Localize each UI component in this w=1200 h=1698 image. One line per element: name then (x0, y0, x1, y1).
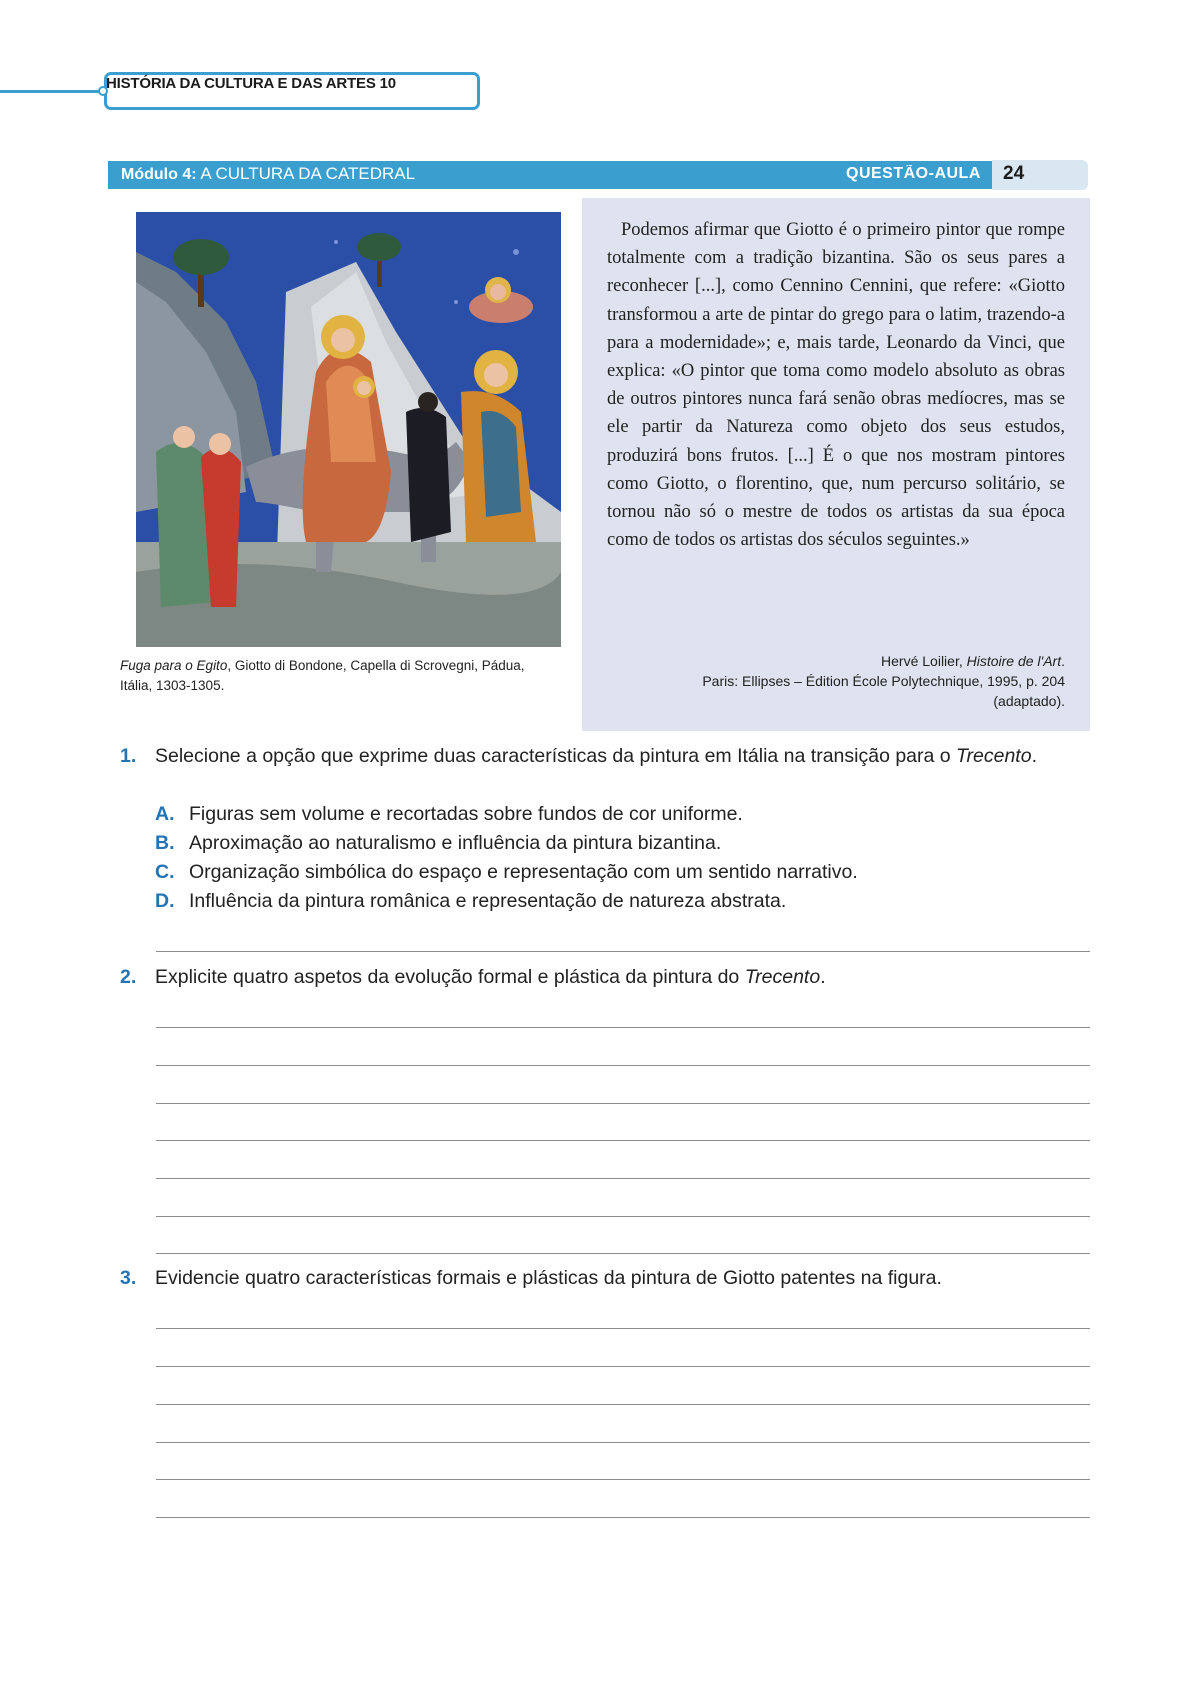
option-b-letter: B. (155, 832, 175, 854)
question-1-number: 1. (120, 745, 137, 767)
answer-line[interactable] (156, 1216, 1090, 1217)
answer-line[interactable] (156, 1442, 1090, 1443)
option-a-text: Figuras sem volume e recortadas sobre fundos de cor uniforme. (189, 803, 743, 825)
painting-servant (406, 408, 451, 542)
question-2 (120, 963, 1080, 992)
quote-author: Hervé Loilier, (881, 653, 967, 669)
answer-line[interactable] (156, 1103, 1090, 1104)
option-d[interactable] (155, 887, 1075, 916)
answer-line[interactable] (156, 1404, 1090, 1405)
quote-source (607, 651, 1065, 711)
answer-line[interactable] (156, 1366, 1090, 1367)
quote-author-line: Hervé Loilier, Histoire de l'Art. (881, 653, 1065, 669)
option-b[interactable] (155, 829, 1075, 858)
option-d-letter: D. (155, 890, 175, 912)
answer-line[interactable] (156, 1178, 1090, 1179)
option-d-text: Influência da pintura românica e representação de natureza abstrata. (189, 890, 787, 912)
figure-caption (120, 656, 560, 696)
question-1 (120, 742, 1080, 771)
painting-tree-left (173, 239, 229, 275)
quote-book-title: Histoire de l'Art (966, 653, 1062, 669)
answer-line[interactable] (156, 1517, 1090, 1518)
painting-image (136, 212, 561, 647)
quote-publisher: Paris: Ellipses – Édition École Polytechnique, 1995, p. 204 (702, 673, 1065, 689)
question-2-text: Explicite quatro aspetos da evolução formal e plástica da pintura do Trecento. (155, 966, 826, 988)
question-3-text: Evidencie quatro características formais e plásticas da pintura de Giotto patentes na figura. (155, 1267, 942, 1289)
option-b-text: Aproximação ao naturalismo e influência da pintura bizantina. (189, 832, 722, 854)
option-a-letter: A. (155, 803, 175, 825)
option-a[interactable] (155, 800, 1075, 829)
questao-aula-number: 24 (1003, 163, 1025, 184)
option-c[interactable] (155, 858, 1075, 887)
book-title: HISTÓRIA DA CULTURA E DAS ARTES 10 (106, 75, 396, 92)
painting-tree-right (357, 233, 401, 261)
answer-line[interactable] (156, 1253, 1090, 1254)
header-connector-line (0, 90, 104, 93)
option-c-text: Organização simbólica do espaço e representação com um sentido narrativo. (189, 861, 858, 883)
quote-adapted-note: (adaptado). (993, 693, 1065, 709)
answer-line[interactable] (156, 1479, 1090, 1480)
quote-text: Podemos afirmar que Giotto é o primeiro pintor que rompe totalmente com a tradição bizantina. São os seus pares a reconhecer [...], como Cennino Cennini, que refere: «Giotto transformou a arte de pintar do grego para o latim, trazendo-a para a modernidade»; e, mais tarde, Leonardo da Vinci, que explica: «O pintor que toma como modelo absoluto as obras de outros pintores nunca fará senão obras medíocres, mas se ele partir da Natureza como objeto dos seus estudos, produzirá bons frutos. [...] É o que nos mostram pintores como Giotto, o florentino, que, num percurso solitário, se tornou não só o mestre de todos os artistas da sua época como de todos os artistas dos séculos seguintes.» (607, 220, 1065, 551)
option-c-letter: C. (155, 861, 175, 883)
caption-details: , Giotto di Bondone, Capella di Scrovegni, Pádua, Itália, 1303-1305. (120, 658, 525, 693)
question-2-number: 2. (120, 966, 137, 988)
answer-line[interactable] (156, 1065, 1090, 1066)
caption-title: Fuga para o Egito (120, 658, 228, 673)
module-number: Módulo 4: (121, 166, 197, 183)
answer-line[interactable] (156, 1027, 1090, 1028)
painting-illustration (136, 212, 561, 647)
answer-line[interactable] (156, 951, 1090, 952)
answer-line[interactable] (156, 1328, 1090, 1329)
questao-aula-label: QUESTÃO-AULA (846, 165, 981, 182)
question-3 (120, 1264, 1080, 1293)
answer-line[interactable] (156, 1140, 1090, 1141)
question-1-text: Selecione a opção que exprime duas características da pintura em Itália na transição para o Trecento. (155, 745, 1037, 767)
module-title (121, 163, 415, 186)
question-3-number: 3. (120, 1267, 137, 1289)
module-name: A CULTURA DA CATEDRAL (196, 164, 416, 183)
